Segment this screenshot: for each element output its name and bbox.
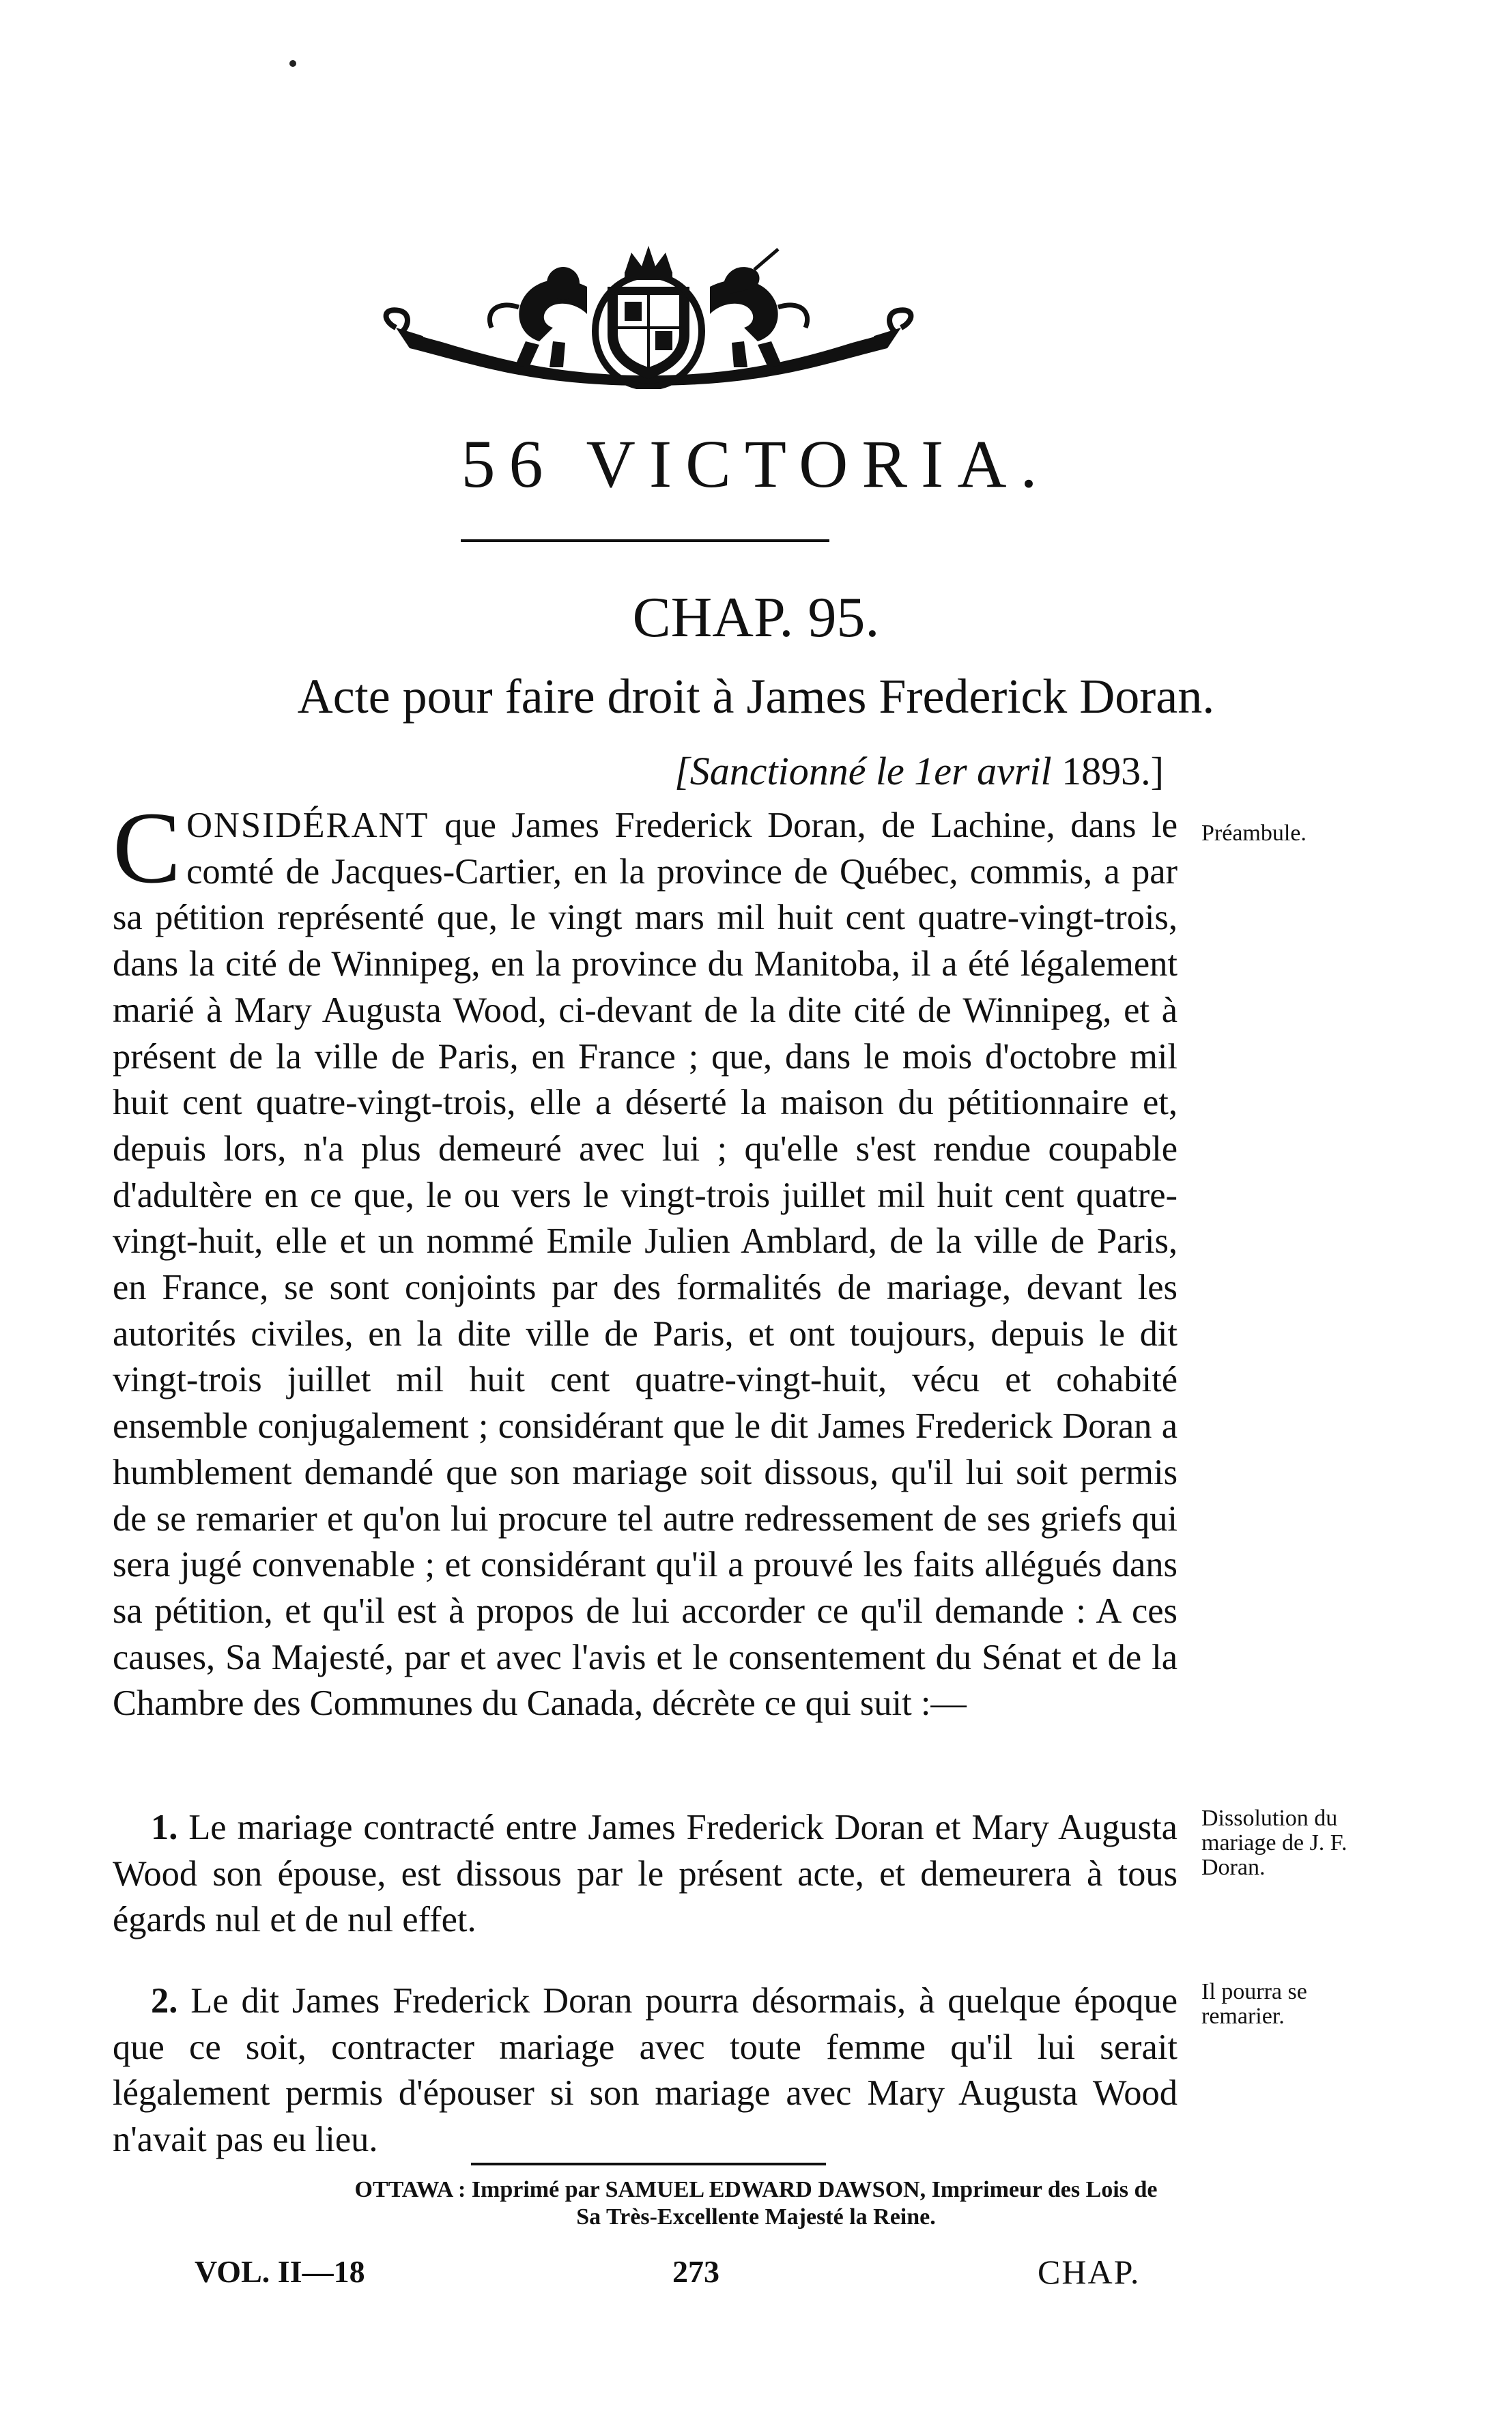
ink-dot (289, 60, 296, 67)
preamble-lead-word: ONSIDÉRANT (186, 806, 429, 845)
imprint-line-1: OTTAWA : Imprimé par SAMUEL EDWARD DAWSON, Imprimeur des Lois de (354, 2177, 1158, 2202)
page-number: 273 (672, 2254, 719, 2289)
royal-arms-icon (382, 246, 915, 389)
preamble-text: que James Frederick Doran, de Lachine, dans le comté de Jacques-Cartier, en la province de Québec, commis, a par sa pétition représenté que, le vingt mars mil huit cent quatre-vingt-trois, dans la cité de Winnipeg, en la province du Manitoba, il a été légalement marié à Mary Augusta Wood, ci-devant de la dite cité de Winnipeg, et à présent de la ville de Paris, en France ; que, dans le mois d'octobre mil huit cent quatre-vingt-trois, elle a déserté la maison du pétitionnaire et, depuis lors, n'a plus demeuré avec lui ; qu'elle s'est rendue coupable d'adultère en ce que, le ou vers le vingt-trois juillet mil huit cent quatre-vingt-huit, elle et un nommé Emile Julien Amblard, de la ville de Paris, en France, se sont conjoints par des formalités de mariage, devant les autorités civiles, en la dite ville de Paris, et ont toujours, depuis le dit vingt-trois juillet mil huit cent quatre-vingt-huit, vécu et cohabité ensemble conjugalement ; considérant que le dit James Frederick Doran a humblement demandé que son mariage soit dissous, qu'il lui soit permis de se remarier et qu'on lui procure tel autre redressement de ses griefs qui sera jugé convenable ; et considérant qu'il a prouvé les faits allégués dans sa pétition, et qu'il est à propos de lui accorder ce qu'il demande : A ces causes, Sa Majesté, par et avec l'avis et le consentement du Sénat et de la Chambre des Communes du Canada, décrète ce qui suit :— (113, 806, 1178, 1724)
act-title: Acte pour faire droit à James Frederick Doran. (297, 669, 1215, 724)
chapter-heading: CHAP. 95. (632, 586, 880, 649)
regnal-year-heading: 56 VICTORIA. (461, 426, 1051, 502)
section-1 (113, 1805, 1178, 1944)
bottom-rule (471, 2163, 826, 2165)
volume-signature: VOL. II—18 (195, 2254, 365, 2289)
section-text: Le mariage contracté entre James Frederick Doran et Mary Augusta Wood son épouse, est dissous par le présent acte, et demeurera à tous égards nul et de nul effet. (113, 1808, 1178, 1940)
printer-imprint (0, 2176, 1512, 2231)
marginal-note-dissolution: Dissolution du mariage de J. F. Doran. (1201, 1806, 1347, 1880)
assent-date (674, 744, 1164, 799)
top-rule (461, 539, 829, 542)
assent-year: 1893.] (1061, 749, 1164, 793)
section-number: 2. (151, 1981, 178, 2021)
imprint-line-2: Sa Très-Excellente Majesté la Reine. (576, 2204, 936, 2230)
assent-label: [Sanctionné le 1er avril (674, 749, 1052, 793)
drop-cap: C (113, 791, 182, 905)
marginal-note-remarry: Il pourra se remarier. (1201, 1979, 1307, 2029)
preamble-paragraph (113, 791, 1178, 1727)
section-text: Le dit James Frederick Doran pourra désormais, à quelque époque que ce soit, contracter mariage avec toute femme qu'il lui serait légalement permis d'épouser si son mariage avec Mary Augusta Wood n'avait pas eu lieu. (113, 1981, 1178, 2160)
marginal-note-preamble: Préambule. (1201, 821, 1307, 846)
catchword: CHAP. (1038, 2253, 1141, 2291)
section-number: 1. (151, 1808, 178, 1847)
section-2 (113, 1978, 1178, 2163)
